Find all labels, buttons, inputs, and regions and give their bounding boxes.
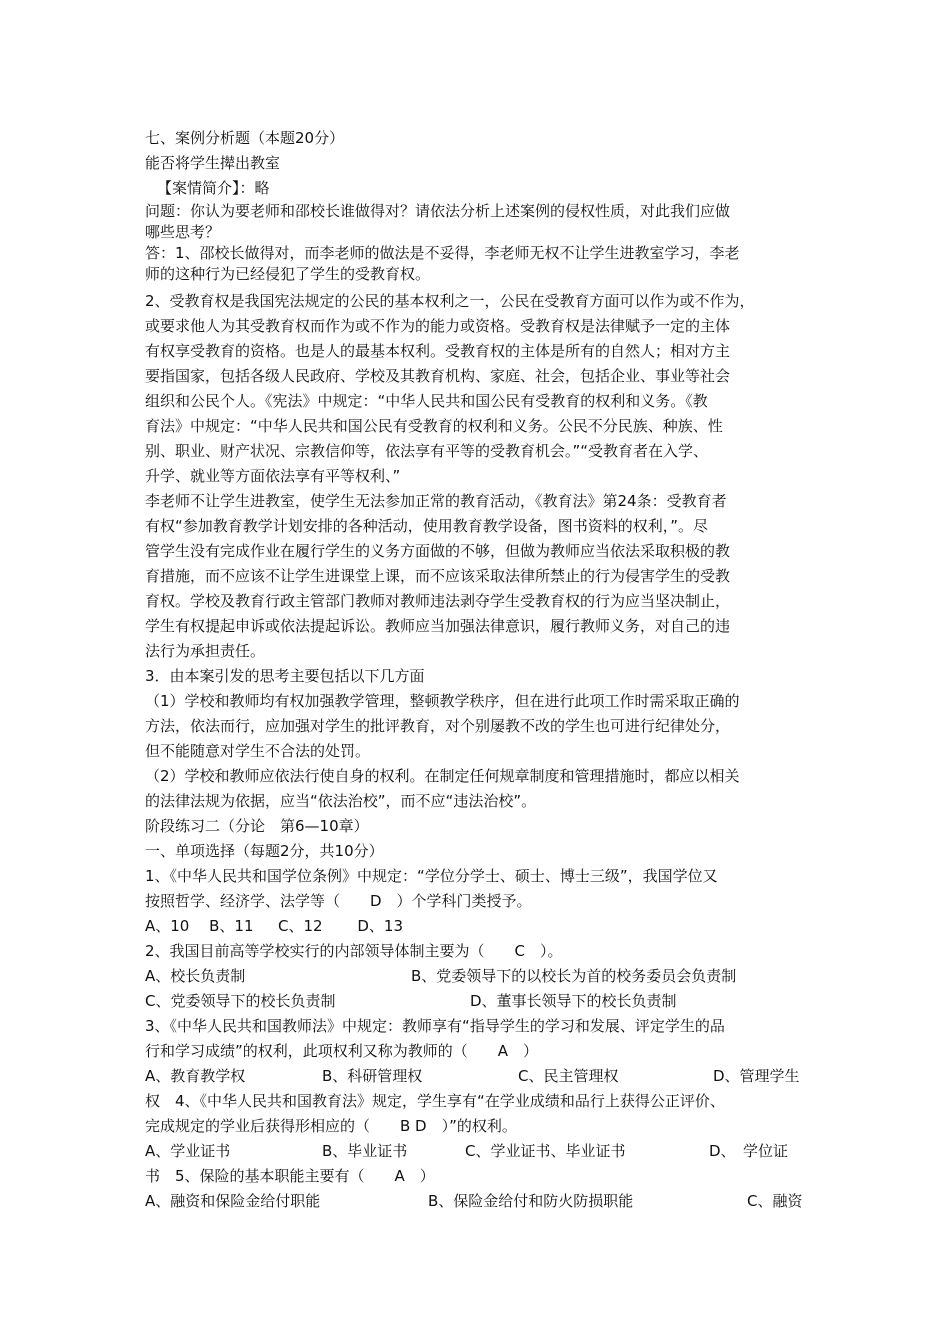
case-summary: 【案情简介】：略 bbox=[157, 179, 270, 197]
option-d: D、 学位证 bbox=[709, 1142, 789, 1160]
section-heading: 一、单项选择（每题2分，共10分） bbox=[145, 842, 384, 860]
question-1-line: 1、《中华人民共和国学位条例》中规定：“学位分学士、硕士、博士三级”，我国学位又 bbox=[145, 867, 718, 885]
answer-line: 师的这种行为已经侵犯了学生的受教育权。 bbox=[145, 265, 431, 283]
question-3-options bbox=[145, 1064, 813, 1089]
option-c: C、学业证书、毕业证书 bbox=[465, 1142, 626, 1160]
answer-paragraph-line: 李老师不让学生进教室，使学生无法参加正常的教育活动，《教育法》第24条：受教育者 bbox=[145, 492, 727, 510]
option-a: A、校长负责制 bbox=[145, 967, 246, 985]
answer-paragraph-line: 有权“参加教育教学计划安排的各种活动，使用教育教学设备，图书资料的权利，”。尽 bbox=[145, 517, 709, 535]
answer-paragraph-line: 别、职业、财产状况、宗教信仰等，依法享有平等的受教育机会。”“受教育者在入学、 bbox=[145, 442, 709, 460]
answer-paragraph-line: （1）学校和教师均有权加强教学管理，整顿教学秩序，但在进行此项工作时需采取正确的 bbox=[145, 692, 740, 710]
answer-paragraph-line: 2、受教育权是我国宪法规定的公民的基本权利之一，公民在受教育方面可以作为或不作为， bbox=[145, 292, 755, 310]
answer-paragraph-line: （2）学校和教师应依法行使自身的权利。在制定任何规章制度和管理措施时，都应以相关 bbox=[145, 767, 740, 785]
question-2-options-row-2 bbox=[145, 989, 813, 1014]
question-2-options-row-1 bbox=[145, 964, 813, 989]
option-b: B、党委领导下的以校长为首的校务委员会负责制 bbox=[411, 967, 737, 985]
option-a: A、学业证书 bbox=[145, 1142, 231, 1160]
question-4-options bbox=[145, 1139, 813, 1164]
question-1-line: 按照哲学、经济学、法学等（ D ）个学科门类授予。 bbox=[145, 892, 532, 910]
answer-paragraph-line: 学生有权提起申诉或依法提起诉讼。教师应当加强法律意识，履行教师义务，对自己的违 bbox=[145, 617, 731, 635]
answer-paragraph-line: 育措施，而不应该不让学生进课堂上课，而不应该采取法律所禁止的行为侵害学生的受教 bbox=[145, 567, 731, 585]
answer-paragraph-line: 有权享受教育的资格。也是人的最基本权利。受教育权的主体是所有的自然人；相对方主 bbox=[145, 342, 731, 360]
question-1-options: A、10 B、11 C、12 D、13 bbox=[145, 917, 403, 935]
document-page bbox=[145, 126, 813, 1214]
answer-paragraph-line: 育权。学校及教育行政主管部门教师对教师违法剥夺学生受教育权的行为应当坚决制止， bbox=[145, 592, 731, 610]
option-b: B、毕业证书 bbox=[322, 1142, 408, 1160]
question-2-line: 2、我国目前高等学校实行的内部领导体制主要为（ C ）。 bbox=[145, 942, 563, 960]
answer-paragraph-line: 组织和公民个人。《宪法》中规定：“中华人民共和国公民有受教育的权利和义务。《教 bbox=[145, 392, 708, 410]
case-title: 能否将学生撵出教室 bbox=[145, 154, 281, 172]
answer-paragraph-line: 要指国家，包括各级人民政府、学校及其教育机构、家庭、社会，包括企业、事业等社会 bbox=[145, 367, 731, 385]
question-3-line: 3、《中华人民共和国教师法》中规定：教师享有“指导学生的学习和发展、评定学生的品 bbox=[145, 1017, 725, 1035]
answer-paragraph-line: 管学生没有完成作业在履行学生的义务方面做的不够，但做为教师应当依法采取积极的教 bbox=[145, 542, 731, 560]
option-a: A、融资和保险金给付职能 bbox=[145, 1192, 321, 1210]
exercise-heading: 阶段练习二（分论 第6—10章） bbox=[145, 817, 369, 835]
question-5-options bbox=[145, 1189, 813, 1214]
section-heading: 七、案例分析题（本题20分） bbox=[145, 129, 345, 147]
question-4-line: 权 4、《中华人民共和国教育法》规定，学生享有“在学业成绩和品行上获得公正评价、 bbox=[145, 1092, 725, 1110]
answer-paragraph-line: 但不能随意对学生不合法的处罚。 bbox=[145, 742, 371, 760]
answer-paragraph-line: 3．由本案引发的思考主要包括以下几方面 bbox=[145, 667, 425, 685]
answer-paragraph-line: 育法》中规定：“中华人民共和国公民有受教育的权利和义务。公民不分民族、种族、性 bbox=[145, 417, 723, 435]
option-b: B、保险金给付和防火防损职能 bbox=[428, 1192, 634, 1210]
answer-line: 答：1、邵校长做得对，而李老师的做法是不妥得，李老师无权不让学生进教室学习，李老 bbox=[145, 244, 740, 262]
question-line: 哪些思考？ bbox=[145, 223, 221, 241]
answer-paragraph-line: 或要求他人为其受教育权而作为或不作为的能力或资格。受教育权是法律赋予一定的主体 bbox=[145, 317, 731, 335]
option-d: D、董事长领导下的校长负责制 bbox=[470, 992, 677, 1010]
option-c: C、党委领导下的校长负责制 bbox=[145, 992, 336, 1010]
question-5-line: 书 5、保险的基本职能主要有（ A ） bbox=[145, 1167, 435, 1185]
answer-paragraph-line: 的法律法规为依据，应当“依法治校”，而不应“违法治校”。 bbox=[145, 792, 537, 810]
option-c: C、民主管理权 bbox=[518, 1067, 619, 1085]
question-line: 问题：你认为要老师和邵校长谁做得对？请依法分析上述案例的侵权性质，对此我们应做 bbox=[145, 202, 731, 220]
question-4-line: 完成规定的学业后获得形相应的（ B D ）”的权利。 bbox=[145, 1117, 517, 1135]
question-3-line: 行和学习成绩”的权利，此项权利又称为教师的（ A ） bbox=[145, 1042, 539, 1060]
answer-paragraph-line: 方法，依法而行，应加强对学生的批评教育，对个别屡教不改的学生也可进行纪律处分， bbox=[145, 717, 731, 735]
answer-paragraph-line: 升学、就业等方面依法享有平等权利、” bbox=[145, 467, 401, 485]
option-d: D、管理学生 bbox=[713, 1067, 800, 1085]
option-c: C、融资 bbox=[747, 1192, 803, 1210]
answer-paragraph-line: 法行为承担责任。 bbox=[145, 642, 266, 660]
option-b: B、科研管理权 bbox=[322, 1067, 423, 1085]
option-a: A、教育教学权 bbox=[145, 1067, 246, 1085]
